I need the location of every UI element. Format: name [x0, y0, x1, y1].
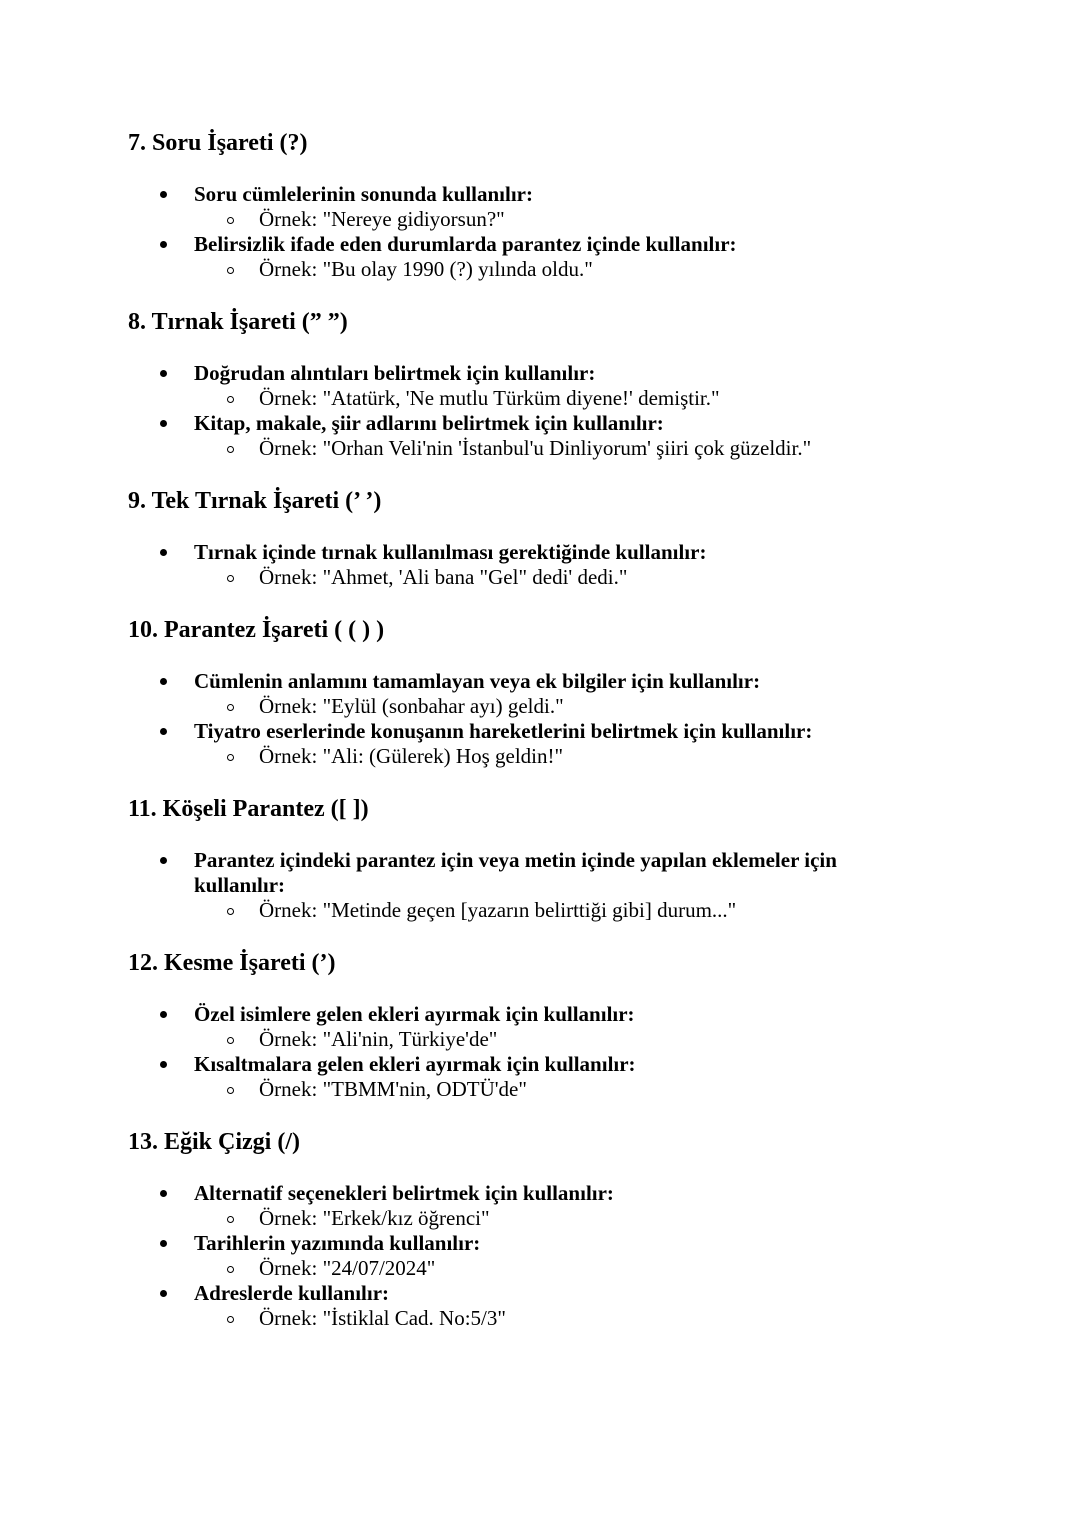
circle-bullet-icon [227, 446, 234, 453]
rule-text: Kısaltmalara gelen ekleri ayırmak için kullanılır: [194, 1052, 636, 1076]
example-text: Örnek: "TBMM'nin, ODTÜ'de" [259, 1077, 527, 1101]
bullet-icon [160, 857, 167, 864]
example-item [259, 1077, 1080, 1102]
rule-list [0, 361, 1080, 461]
section-heading: 10. Parantez İşareti ( ( ) ) [128, 617, 385, 643]
example-text: Örnek: "Ali: (Gülerek) Hoş geldin!" [259, 744, 564, 768]
section-heading: 9. Tek Tırnak İşareti (’ ’) [128, 488, 382, 514]
rule-list [0, 1002, 1080, 1102]
circle-bullet-icon [227, 704, 234, 711]
example-item [259, 1256, 1080, 1281]
example-item [259, 744, 1080, 769]
rule-text: Tiyatro eserlerinde konuşanın hareketlerini belirtmek için kullanılır: [194, 719, 813, 743]
example-text: Örnek: "Ali'nin, Türkiye'de" [259, 1027, 498, 1051]
rule-item [0, 361, 1080, 411]
example-item [259, 257, 1080, 282]
rule-item [0, 719, 1080, 769]
bullet-icon [160, 191, 167, 198]
example-item [259, 1206, 1080, 1231]
rule-list [0, 669, 1080, 769]
example-item [259, 207, 1080, 232]
rule-item [0, 540, 1080, 590]
bullet-icon [160, 1061, 167, 1068]
circle-bullet-icon [227, 217, 234, 224]
rule-list [0, 1181, 1080, 1331]
rule-text: Tarihlerin yazımında kullanılır: [194, 1231, 481, 1255]
example-item [259, 1306, 1080, 1331]
example-text: Örnek: "Atatürk, 'Ne mutlu Türküm diyene!' demiştir." [259, 386, 720, 410]
example-text: Örnek: "İstiklal Cad. No:5/3" [259, 1306, 506, 1330]
rule-list [0, 848, 1080, 923]
bullet-icon [160, 420, 167, 427]
rule-item [0, 669, 1080, 719]
example-text: Örnek: "Nereye gidiyorsun?" [259, 207, 505, 231]
example-text: Örnek: "Metinde geçen [yazarın belirttiği gibi] durum..." [259, 898, 737, 922]
example-text: Örnek: "Ahmet, 'Ali bana "Gel" dedi' dedi." [259, 565, 628, 589]
circle-bullet-icon [227, 908, 234, 915]
rule-item [0, 411, 1080, 461]
example-text: Örnek: "Erkek/kız öğrenci" [259, 1206, 490, 1230]
rule-text: Soru cümlelerinin sonunda kullanılır: [194, 182, 533, 206]
rule-text: Cümlenin anlamını tamamlayan veya ek bilgiler için kullanılır: [194, 669, 761, 693]
rule-item [0, 232, 1080, 282]
rule-text: Adreslerde kullanılır: [194, 1281, 390, 1305]
section-heading: 7. Soru İşareti (?) [128, 130, 308, 156]
example-text: Örnek: "Orhan Veli'nin 'İstanbul'u Dinliyorum' şiiri çok güzeldir." [259, 436, 812, 460]
circle-bullet-icon [227, 1316, 234, 1323]
bullet-icon [160, 241, 167, 248]
rule-text: Alternatif seçenekleri belirtmek için kullanılır: [194, 1181, 614, 1205]
rule-text: Parantez içindeki parantez için veya metin içinde yapılan eklemeler için kullanılır: [194, 848, 837, 897]
example-item [259, 1027, 1080, 1052]
example-item [259, 898, 1080, 923]
section-heading: 11. Köşeli Parantez ([ ]) [128, 796, 369, 822]
rule-item [0, 1181, 1080, 1231]
rule-item [0, 1231, 1080, 1281]
example-item [259, 694, 1080, 719]
rule-text: Belirsizlik ifade eden durumlarda parantez içinde kullanılır: [194, 232, 737, 256]
rule-item [0, 1002, 1080, 1052]
bullet-icon [160, 1240, 167, 1247]
circle-bullet-icon [227, 1037, 234, 1044]
circle-bullet-icon [227, 754, 234, 761]
rule-list [0, 182, 1080, 282]
circle-bullet-icon [227, 1216, 234, 1223]
bullet-icon [160, 728, 167, 735]
bullet-icon [160, 549, 167, 556]
example-item [259, 565, 1080, 590]
example-text: Örnek: "24/07/2024" [259, 1256, 436, 1280]
circle-bullet-icon [227, 1266, 234, 1273]
circle-bullet-icon [227, 575, 234, 582]
example-text: Örnek: "Eylül (sonbahar ayı) geldi." [259, 694, 564, 718]
example-item [259, 386, 1080, 411]
rule-item [0, 182, 1080, 232]
rule-text: Doğrudan alıntıları belirtmek için kullanılır: [194, 361, 596, 385]
bullet-icon [160, 678, 167, 685]
section-heading: 13. Eğik Çizgi (/) [128, 1129, 300, 1155]
rule-item [0, 848, 1080, 923]
rule-list [0, 540, 1080, 590]
example-item [259, 436, 1080, 461]
circle-bullet-icon [227, 1087, 234, 1094]
bullet-icon [160, 1011, 167, 1018]
rule-item [0, 1281, 1080, 1331]
circle-bullet-icon [227, 396, 234, 403]
rule-text: Özel isimlere gelen ekleri ayırmak için kullanılır: [194, 1002, 635, 1026]
bullet-icon [160, 1190, 167, 1197]
rule-item [0, 1052, 1080, 1102]
example-text: Örnek: "Bu olay 1990 (?) yılında oldu." [259, 257, 593, 281]
bullet-icon [160, 1290, 167, 1297]
circle-bullet-icon [227, 267, 234, 274]
rule-text: Tırnak içinde tırnak kullanılması gerektiğinde kullanılır: [194, 540, 707, 564]
rule-text: Kitap, makale, şiir adlarını belirtmek için kullanılır: [194, 411, 664, 435]
bullet-icon [160, 370, 167, 377]
section-heading: 8. Tırnak İşareti (” ”) [128, 309, 348, 335]
section-heading: 12. Kesme İşareti (’) [128, 950, 336, 976]
